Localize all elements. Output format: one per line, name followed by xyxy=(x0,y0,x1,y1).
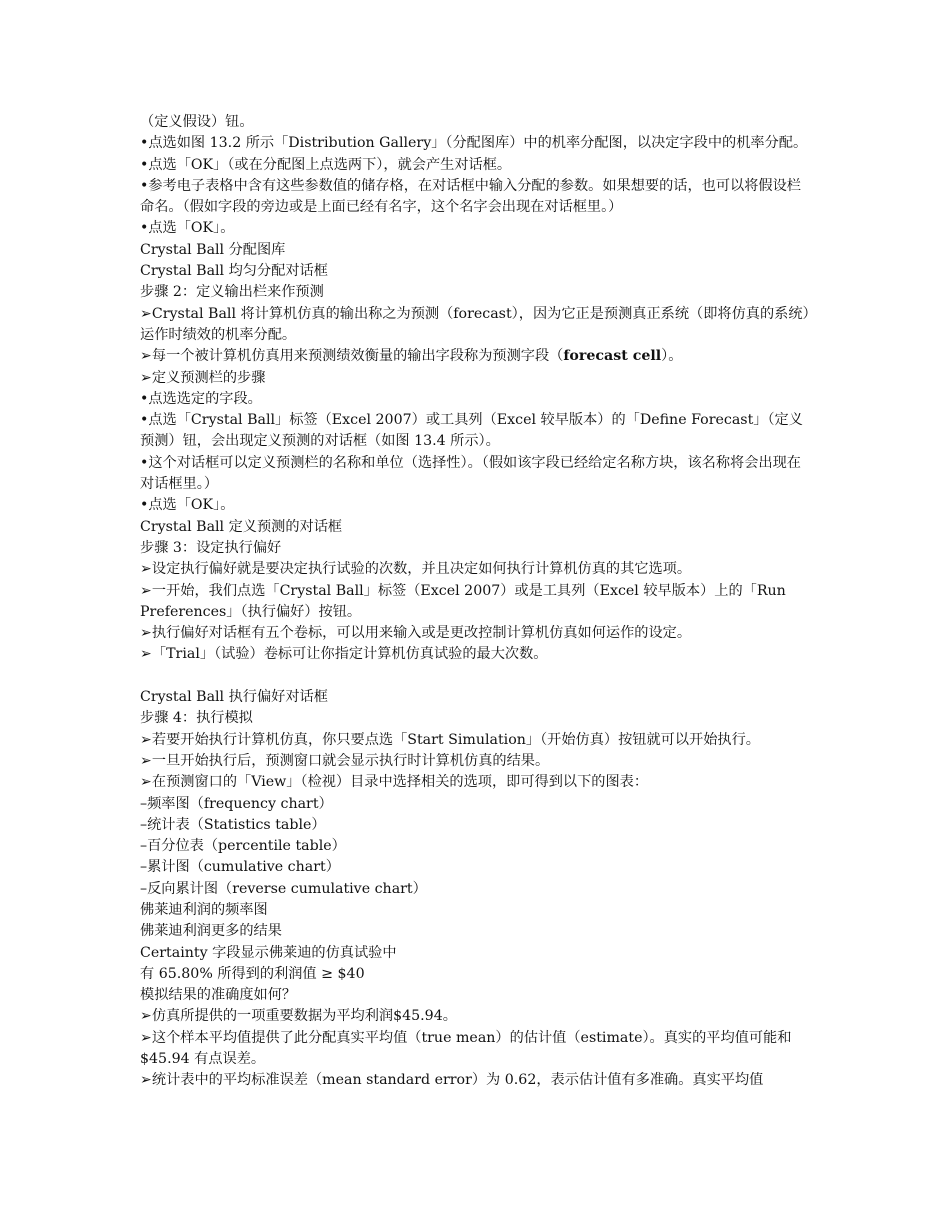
step-heading: 步骤 3：设定执行偏好 xyxy=(140,539,282,556)
arrow-bullet-line: ➢在预测窗口的「View」（检视）目录中选择相关的选项，即可得到以下的图表： xyxy=(140,774,649,791)
text-line: 有 65.80% 所得到的利润值 ≥ $40 xyxy=(140,965,365,982)
arrow-bullet-line: ➢执行偏好对话框有五个卷标，可以用来输入或是更改控制计算机仿真如何运作的设定。 xyxy=(140,625,692,642)
arrow-bullet-line: ➢一旦开始执行后，预测窗口就会显示执行时计算机仿真的结果。 xyxy=(140,752,550,769)
arrow-bullet-line: ➢一开始，我们点选「Crystal Ball」标签（Excel 2007）或是工具列（Excel 较早版本）上的「Run Preferences」（执行偏好）按钮。 xyxy=(140,582,786,620)
bullet-line: •点选「OK」。 xyxy=(140,497,235,514)
figure-caption: 佛莱迪利润的频率图 xyxy=(140,901,268,918)
step-heading: 步骤 2：定义输出栏来作预测 xyxy=(140,284,324,301)
arrow-bullet-line: ➢统计表中的平均标准误差（mean standard error）为 0.62，表示估计值有多准确。真实平均值 xyxy=(140,1072,764,1089)
bullet-line: •点选如图 13.2 所示「Distribution Gallery」（分配图库）中的机率分配图，以决定字段中的机率分配。 xyxy=(140,135,808,152)
line-text: ）。 xyxy=(661,348,683,365)
arrow-bullet-line: ➢设定执行偏好就是要决定执行试验的次数，并且决定如何执行计算机仿真的其它选项。 xyxy=(140,561,692,578)
section-heading: 模拟结果的准确度如何？ xyxy=(140,987,297,1004)
bullet-line: •参考电子表格中含有这些参数值的储存格，在对话框中输入分配的参数。如果想要的话，也可以将假设栏命名。（假如字段的旁边或是上面已经有名字，这个名字会出现在对话框里。） xyxy=(140,177,801,216)
arrow-bullet-line: ➢若要开始执行计算机仿真，你只要点选「Start Simulation」（开始仿真）按钮就可以开始执行。 xyxy=(140,731,760,748)
arrow-bullet-line xyxy=(140,346,812,367)
dash-list-item: –累计图（cumulative chart） xyxy=(140,859,340,876)
text-line: （定义假设）钮。 xyxy=(140,114,254,130)
figure-caption: Crystal Ball 均匀分配对话框 xyxy=(140,263,328,280)
bullet-line: •点选「OK」。 xyxy=(140,220,235,237)
bullet-line: •点选「Crystal Ball」标签（Excel 2007）或工具列（Excel 较早版本）的「Define Forecast」（定义预测）钮，会出现定义预测的对话框（如图 13.4 所示）。 xyxy=(140,412,803,450)
bullet-line: •点选「OK」（或在分配图上点选两下），就会产生对话框。 xyxy=(140,156,512,173)
arrow-bullet-line: ➢定义预测栏的步骤 xyxy=(140,369,266,386)
bold-term: forecast cell xyxy=(563,348,662,365)
dash-list-item: –反向累计图（reverse cumulative chart） xyxy=(140,880,427,897)
arrow-bullet-line: ➢这个样本平均值提供了此分配真实平均值（true mean）的估计值（estimate）。真实的平均值可能和$45.94 有点误差。 xyxy=(140,1029,792,1068)
arrow-bullet-line: ➢仿真所提供的一项重要数据为平均利润$45.94。 xyxy=(140,1008,457,1025)
blank-line xyxy=(140,666,812,687)
text-line: Certainty 字段显示佛莱迪的仿真试验中 xyxy=(140,944,397,961)
line-text: ➢每一个被计算机仿真用来预测绩效衡量的输出字段称为预测字段（ xyxy=(140,348,564,365)
arrow-bullet-line: ➢「Trial」（试验）卷标可让你指定计算机仿真试验的最大次数。 xyxy=(140,646,548,663)
dash-list-item: –频率图（frequency chart） xyxy=(140,795,333,812)
figure-caption: Crystal Ball 分配图库 xyxy=(140,241,286,258)
document-body xyxy=(140,112,812,1092)
dash-list-item: –百分位表（percentile table） xyxy=(140,838,346,855)
dash-list-item: –统计表（Statistics table） xyxy=(140,816,326,833)
step-heading: 步骤 4：执行模拟 xyxy=(140,710,253,727)
figure-caption: Crystal Ball 执行偏好对话框 xyxy=(140,689,328,706)
bullet-line: •这个对话框可以定义预测栏的名称和单位（选择性）。（假如该字段已经给定名称方块，该名称将会出现在对话框里。） xyxy=(140,454,801,493)
figure-caption: 佛莱迪利润更多的结果 xyxy=(140,923,282,940)
bullet-line: •点选选定的字段。 xyxy=(140,390,262,407)
figure-caption: Crystal Ball 定义预测的对话框 xyxy=(140,518,343,535)
arrow-bullet-line: ➢Crystal Ball 将计算机仿真的输出称之为预测（forecast），因为它正是预测真正系统（即将仿真的系统）运作时绩效的机率分配。 xyxy=(140,305,810,343)
